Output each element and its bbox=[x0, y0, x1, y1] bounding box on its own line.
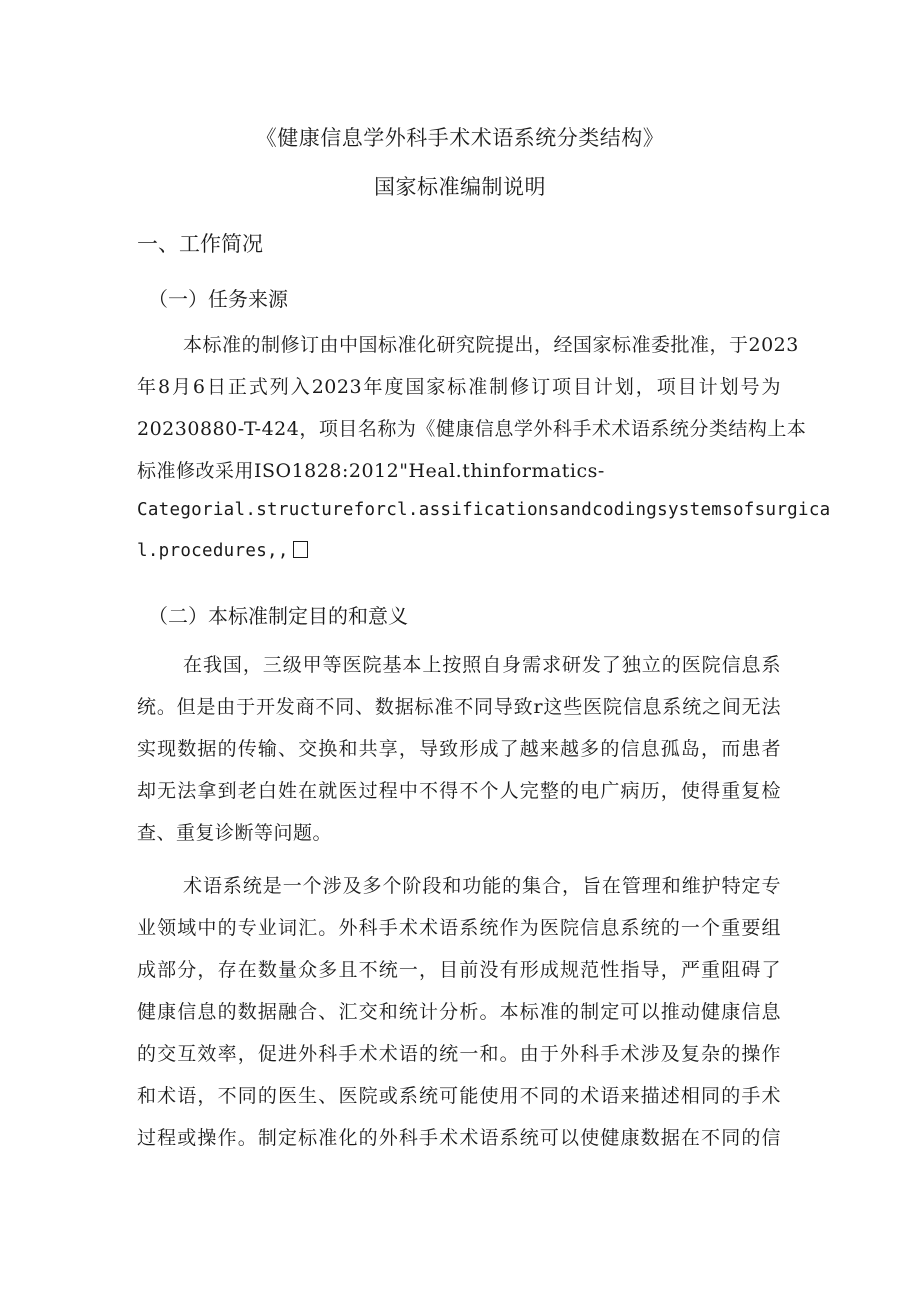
paragraph-line-text: l.procedures,, bbox=[137, 541, 289, 561]
paragraph-line: 术语系统是一个涉及多个阶段和功能的集合，旨在管理和维护特定专 bbox=[183, 875, 781, 897]
missing-glyph-box-icon bbox=[293, 541, 308, 558]
paragraph-line: 业领域中的专业词汇。外科手术术语系统作为医院信息系统的一个重要组 bbox=[137, 917, 781, 939]
subsection-heading-purpose: （二）本标准制定目的和意义 bbox=[148, 604, 408, 628]
paragraph-line: 本标准的制修订由中国标准化研究院提出，经国家标准委批准，于2023 bbox=[183, 334, 799, 356]
paragraph-line: 过程或操作。制定标准化的外科手术术语系统可以使健康数据在不同的信 bbox=[137, 1127, 781, 1149]
paragraph-line: 标准修改采用ISO1828:2012"Heal.thinformatics- bbox=[137, 460, 605, 482]
paragraph-line: 健康信息的数据融合、汇交和统计分析。本标准的制定可以推动健康信息 bbox=[137, 1001, 781, 1023]
paragraph-line: 实现数据的传输、交换和共享，导致形成了越来越多的信息孤岛，而患者 bbox=[137, 738, 781, 760]
paragraph-line: 的交互效率，促进外科手术术语的统一和。由于外科手术涉及复杂的操作 bbox=[137, 1043, 781, 1065]
paragraph-line: 统。但是由于开发商不同、数据标准不同导致r这些医院信息系统之间无法 bbox=[137, 696, 781, 718]
paragraph-line: 和术语，不同的医生、医院或系统可能使用不同的术语来描述相同的手术 bbox=[137, 1085, 781, 1107]
subsection-heading-task-source: （一）任务来源 bbox=[148, 287, 288, 311]
paragraph-line-last bbox=[137, 541, 308, 561]
document-subtitle: 国家标准编制说明 bbox=[374, 175, 546, 199]
paragraph-line: 查、重复诊断等问题。 bbox=[137, 822, 333, 844]
paragraph-line: Categorial.structureforcl.assificationsandcodingsystemsofsurgica bbox=[137, 500, 831, 520]
paragraph-line: 在我国，三级甲等医院基本上按照自身需求研发了独立的医院信息系 bbox=[183, 654, 781, 676]
paragraph-line: 却无法拿到老白姓在就医过程中不得不个人完整的电广病历，使得重复检 bbox=[137, 780, 781, 802]
paragraph-line: 成部分，存在数量众多且不统一，目前没有形成规范性指导，严重阻碍了 bbox=[137, 959, 781, 981]
paragraph-line: 年8月6日正式列入2023年度国家标准制修订项目计划，项目计划号为 bbox=[137, 376, 781, 398]
section-heading: 一、工作简况 bbox=[137, 232, 263, 256]
paragraph-line: 20230880-T-424，项目名称为《健康信息学外科手术术语系统分类结构上本 bbox=[137, 418, 807, 440]
document-title: 《健康信息学外科手术术语系统分类结构》 bbox=[255, 126, 665, 150]
